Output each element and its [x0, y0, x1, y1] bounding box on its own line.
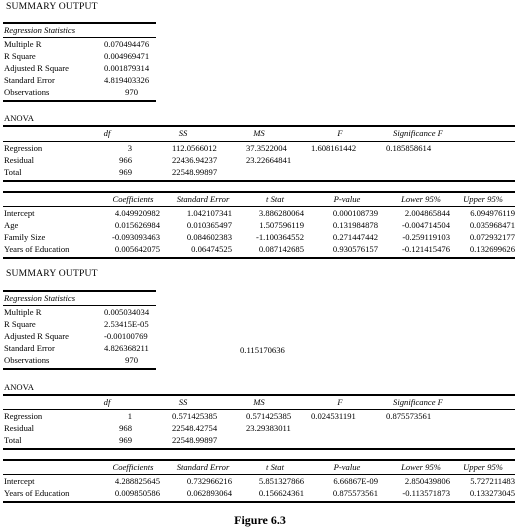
anova-df: 1 — [127, 411, 132, 421]
coef-cell: 3.886280064 — [258, 208, 304, 218]
coef-cell: 0.015626984 — [114, 220, 160, 230]
coef-header: Standard Error — [176, 462, 230, 472]
anova-ss: 0.571425385 — [172, 411, 218, 421]
coef-row-label: Years of Education — [4, 244, 70, 254]
anova-header-rule-1 — [3, 141, 515, 142]
coef-row-label: Intercept — [4, 208, 35, 218]
coef-cell: 4.288825645 — [114, 476, 160, 486]
coef-header: Upper 95% — [463, 194, 503, 204]
stat-value: 970 — [125, 87, 138, 97]
anova-header-df: df — [103, 397, 111, 407]
coef-row-label: Family Size — [4, 232, 46, 242]
anova-ss: 112.0566012 — [172, 143, 217, 153]
coef-cell: 4.049920982 — [114, 208, 160, 218]
regression-statistics-header-1: Regression Statistics — [4, 25, 76, 35]
anova-ss: 22548.99897 — [172, 435, 218, 445]
stat-label: Multiple R — [4, 307, 42, 317]
coef-cell: 0.010365497 — [186, 220, 232, 230]
coef-header: Coefficients — [112, 194, 154, 204]
coef-header: t Stat — [266, 462, 284, 472]
coef-cell: 0.087142685 — [258, 244, 304, 254]
stat-label: Observations — [4, 87, 50, 97]
anova-bottom-rule-1 — [3, 180, 515, 182]
anova-df: 969 — [119, 435, 132, 445]
anova-header-f: F — [337, 128, 343, 138]
summary-output-title-1: SUMMARY OUTPUT — [6, 1, 98, 12]
anova-df: 966 — [119, 155, 132, 165]
stat-label: Multiple R — [4, 39, 42, 49]
stat-label: Standard Error — [4, 343, 55, 353]
coef-cell: 6.66867E-09 — [333, 476, 378, 486]
anova-top-rule-2 — [3, 394, 515, 396]
anova-ms: 0.571425385 — [246, 411, 292, 421]
coef-cell: 0.930576157 — [332, 244, 378, 254]
coef-cell: 0.005642075 — [114, 244, 160, 254]
anova-df: 968 — [119, 423, 132, 433]
coef-cell: 0.271447442 — [332, 232, 378, 242]
coef-cell: 0.732966216 — [186, 476, 232, 486]
anova-sigf: 0.185858614 — [386, 143, 432, 153]
coef-cell: -0.004714504 — [402, 220, 450, 230]
coef-cell: 0.156624361 — [258, 488, 304, 498]
stat-value: 2.53415E-05 — [104, 319, 149, 329]
coef-cell: 0.133273045 — [469, 488, 515, 498]
coef-cell: -1.100364552 — [256, 232, 304, 242]
anova-ms: 23.29383011 — [246, 423, 291, 433]
stat-label: R Square — [4, 319, 36, 329]
coef-cell: 2.004865844 — [404, 208, 450, 218]
stray-value: 0.115170636 — [240, 345, 285, 355]
stat-label: R Square — [4, 51, 36, 61]
summary-output-title-2: SUMMARY OUTPUT — [6, 268, 98, 279]
anova-df: 3 — [127, 143, 132, 153]
coef-cell: 0.000108739 — [332, 208, 378, 218]
anova-title-1: ANOVA — [4, 113, 34, 123]
coef-cell: 0.035968471 — [469, 220, 515, 230]
stat-value: 4.819403326 — [104, 75, 150, 85]
anova-ms: 23.22664841 — [246, 155, 292, 165]
anova-f: 0.024531191 — [311, 411, 356, 421]
stat-label: Adjusted R Square — [4, 331, 69, 341]
coef-header: Lower 95% — [401, 462, 441, 472]
coef-cell: 6.094976119 — [470, 208, 515, 218]
coef-cell: 1.042107341 — [186, 208, 232, 218]
coef-cell: -0.259119103 — [402, 232, 450, 242]
stat-value: 0.004969471 — [104, 51, 150, 61]
anova-title-2: ANOVA — [4, 382, 34, 392]
stats-top-rule-1 — [3, 22, 156, 24]
coef-cell: -0.121415476 — [402, 244, 450, 254]
coef-cell: -0.093093463 — [112, 232, 160, 242]
anova-row-label: Regression — [4, 143, 43, 153]
coef-cell: 0.062893064 — [186, 488, 232, 498]
stat-label: Observations — [4, 355, 50, 365]
coef-row-label: Years of Education — [4, 488, 70, 498]
coef-top-rule-1 — [3, 191, 515, 193]
coef-header-rule-2 — [3, 474, 515, 475]
stats-bottom-rule-2 — [3, 368, 156, 370]
anova-ss: 22548.99897 — [172, 167, 218, 177]
coef-header: P-value — [333, 194, 361, 204]
regression-statistics-header-2: Regression Statistics — [4, 293, 76, 303]
anova-header-df: df — [103, 128, 111, 138]
anova-row-label: Residual — [4, 155, 35, 165]
coef-header: Coefficients — [112, 462, 154, 472]
coef-header: P-value — [333, 462, 361, 472]
anova-ss: 22436.94237 — [172, 155, 218, 165]
stat-value: -0.00100769 — [104, 331, 148, 341]
anova-header-ss: SS — [178, 397, 188, 407]
anova-ms: 37.3522004 — [246, 143, 287, 153]
coef-cell: 2.850439806 — [404, 476, 450, 486]
anova-bottom-rule-2 — [3, 448, 515, 450]
coef-cell: 0.06474525 — [191, 244, 232, 254]
stats-top-rule-2 — [3, 290, 156, 292]
stat-value: 4.826368211 — [104, 343, 149, 353]
anova-header-rule-2 — [3, 409, 515, 410]
coef-header: Standard Error — [176, 194, 230, 204]
coef-cell: 5.851327866 — [258, 476, 304, 486]
anova-row-label: Total — [4, 167, 22, 177]
stats-header-rule-2 — [3, 305, 156, 306]
stats-header-rule-1 — [3, 37, 156, 38]
anova-row-label: Total — [4, 435, 22, 445]
stat-value: 970 — [125, 355, 138, 365]
coef-cell: 0.084602383 — [186, 232, 232, 242]
stat-value: 0.070494476 — [104, 39, 150, 49]
coef-cell: 0.009850586 — [114, 488, 160, 498]
anova-sigf: 0.875573561 — [386, 411, 432, 421]
anova-f: 1.608161442 — [311, 143, 357, 153]
coef-cell: 0.072932177 — [469, 232, 515, 242]
anova-df: 969 — [119, 167, 132, 177]
stat-value: 0.001879314 — [104, 63, 150, 73]
coef-bottom-rule-1 — [3, 257, 515, 259]
anova-ss: 22548.42754 — [172, 423, 218, 433]
coef-row-label: Intercept — [4, 476, 35, 486]
coef-cell: 0.875573561 — [332, 488, 378, 498]
coef-header: Upper 95% — [463, 462, 503, 472]
anova-header-sigf: Significance F — [393, 397, 443, 407]
coef-top-rule-2 — [3, 459, 515, 461]
anova-row-label: Regression — [4, 411, 43, 421]
anova-row-label: Residual — [4, 423, 35, 433]
coef-header: t Stat — [266, 194, 284, 204]
anova-header-ss: SS — [178, 128, 188, 138]
stats-bottom-rule-1 — [3, 100, 156, 102]
stat-value: 0.005034034 — [104, 307, 150, 317]
coef-cell: 0.132699626 — [469, 244, 515, 254]
coef-bottom-rule-2 — [3, 501, 515, 503]
anova-header-ms: MS — [253, 397, 265, 407]
coef-header-rule-1 — [3, 206, 515, 207]
coef-row-label: Age — [4, 220, 19, 230]
anova-top-rule-1 — [3, 125, 515, 127]
coef-cell: 0.131984878 — [332, 220, 378, 230]
stat-label: Adjusted R Square — [4, 63, 69, 73]
coef-cell: -0.113571873 — [402, 488, 450, 498]
anova-header-sigf: Significance F — [393, 128, 443, 138]
coef-header: Lower 95% — [401, 194, 441, 204]
figure-caption: Figure 6.3 — [234, 513, 286, 527]
coef-cell: 1.507596119 — [259, 220, 304, 230]
anova-header-ms: MS — [253, 128, 265, 138]
anova-header-f: F — [337, 397, 343, 407]
coef-cell: 5.727211483 — [470, 476, 515, 486]
stat-label: Standard Error — [4, 75, 55, 85]
